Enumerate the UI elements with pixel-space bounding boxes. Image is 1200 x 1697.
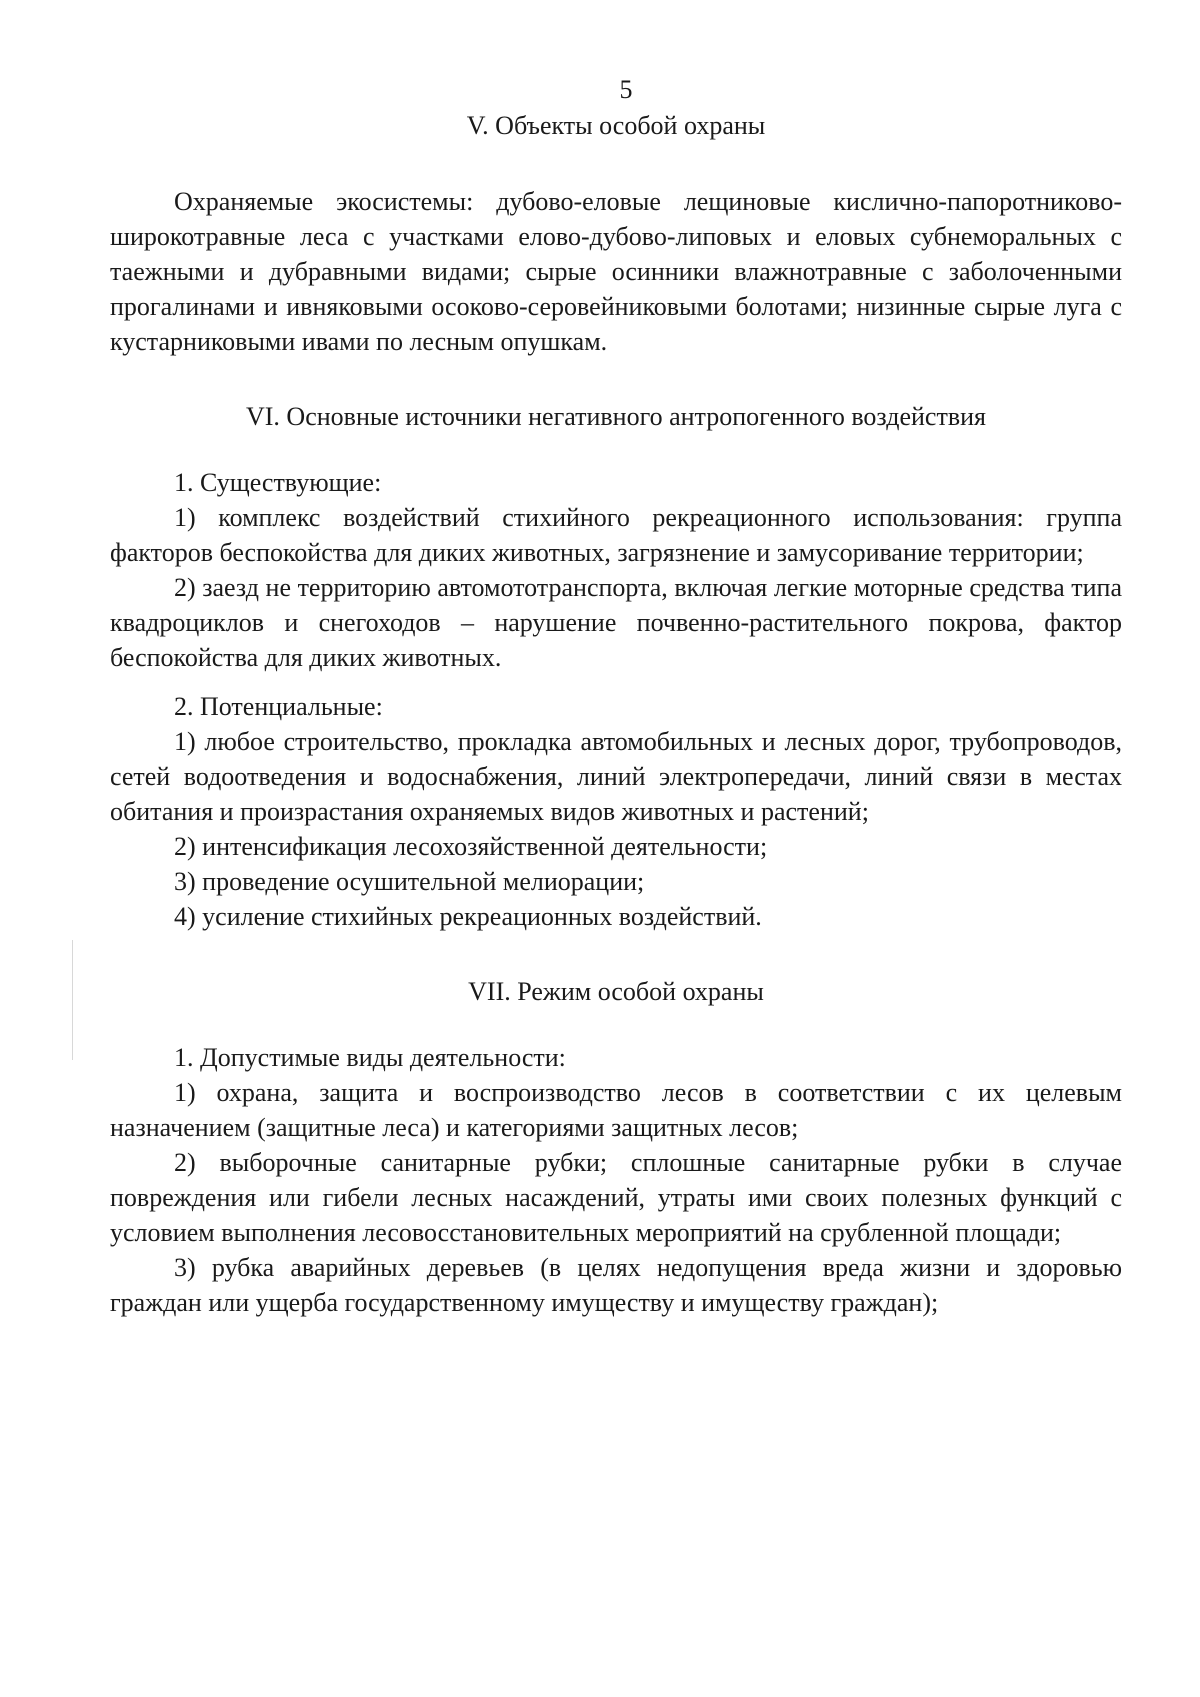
scan-artifact-line xyxy=(72,940,73,1060)
allowed-item-1: 1) охрана, защита и воспроизводство лесов в соответствии с их целевым назначением (защитные леса) и категориями защитных лесов; xyxy=(110,1078,1122,1142)
page-content xyxy=(110,72,1122,1320)
section-7-title: VII. Режим особой охраны xyxy=(468,977,764,1006)
existing-item-1: 1) комплекс воздействий стихийного рекреационного использования: группа факторов беспокойства для диких животных, загрязнение и замусоривание территории; xyxy=(110,503,1122,567)
section-6-title: VI. Основные источники негативного антропогенного воздействия xyxy=(246,402,986,431)
section-5-paragraph: Охраняемые экосистемы: дубово-еловые лещиновые кислично-папоротниково-широкотравные леса с участками елово-дубово-липовых и еловых субнеморальных с таежными и дубравными видами; сырые осинники влажнотравные с заболоченными прогалинами и ивняковыми осоково-серовейниковыми болотами; низинные сырые луга с кустарниковыми ивами по лесным опушкам. xyxy=(110,187,1122,356)
allowed-item-2: 2) выборочные санитарные рубки; сплошные санитарные рубки в случае повреждения или гибели лесных насаждений, утраты ими своих полезных функций с условием выполнения лесовосстановительных мероприятий на срубленной площади; xyxy=(110,1148,1122,1247)
section-5-title: V. Объекты особой охраны xyxy=(466,111,766,140)
potential-item-2: 2) интенсификация лесохозяйственной деятельности; xyxy=(174,832,768,861)
existing-heading: 1. Существующие: xyxy=(174,468,382,497)
existing-item-2: 2) заезд не территорию автомототранспорта, включая легкие моторные средства типа квадроциклов и снегоходов – нарушение почвенно-растительного покрова, фактор беспокойства для диких животных. xyxy=(110,573,1122,672)
potential-item-4: 4) усиление стихийных рекреационных воздействий. xyxy=(174,902,762,931)
potential-heading: 2. Потенциальные: xyxy=(174,692,383,721)
allowed-item-3: 3) рубка аварийных деревьев (в целях недопущения вреда жизни и здоровью граждан или ущерба государственному имуществу и имуществу граждан); xyxy=(110,1253,1122,1317)
allowed-heading: 1. Допустимые виды деятельности: xyxy=(174,1043,566,1072)
potential-item-1: 1) любое строительство, прокладка автомобильных и лесных дорог, трубопроводов, сетей водоотведения и водоснабжения, линий электропередачи, линий связи в местах обитания и произрастания охраняемых видов животных и растений; xyxy=(110,727,1122,826)
page-number: 5 xyxy=(619,75,633,104)
potential-item-3: 3) проведение осушительной мелиорации; xyxy=(174,867,645,896)
